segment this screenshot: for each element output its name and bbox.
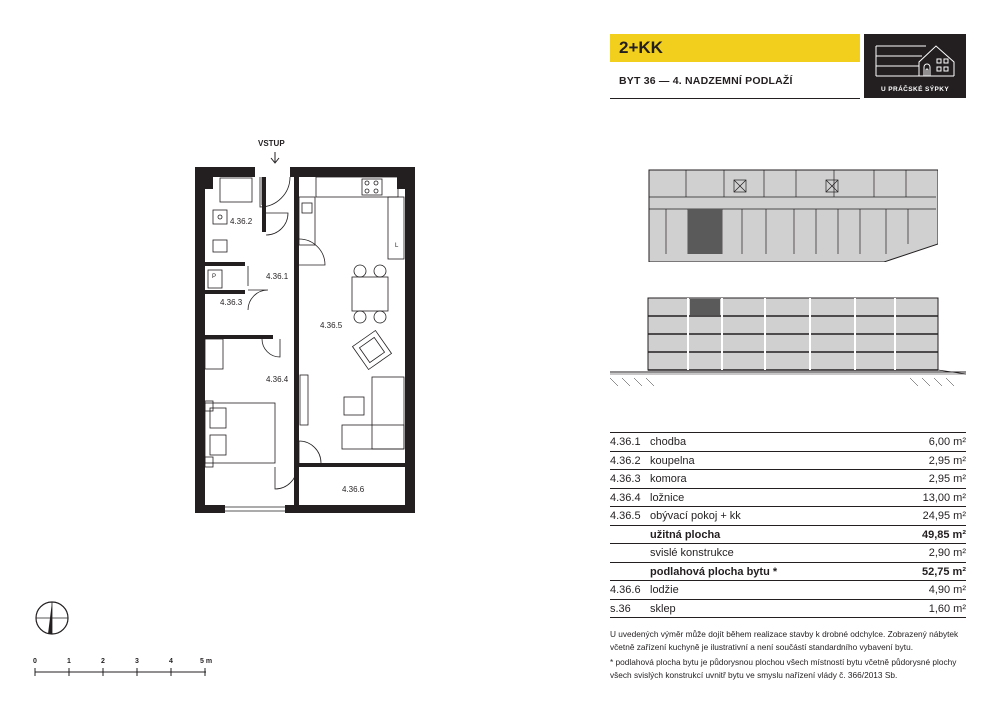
- room-area: 1,60 m²: [928, 602, 966, 615]
- room-name: podlahová plocha bytu *: [650, 565, 778, 578]
- area-table-row: [610, 581, 966, 600]
- room-name: užitná plocha: [650, 528, 721, 541]
- logo-text: U PRÁČSKÉ SÝPKY: [880, 86, 950, 93]
- room-label-4-36-5: 4.36.5: [320, 321, 343, 330]
- layout-type-banner: [610, 34, 860, 62]
- area-table-row: [610, 489, 966, 508]
- room-label-4-36-4: 4.36.4: [266, 375, 289, 384]
- floor-plan-drawing: [190, 135, 430, 520]
- room-code: 4.36.6: [610, 584, 641, 596]
- room-name: koupelna: [650, 454, 695, 467]
- room-name: chodba: [650, 436, 687, 448]
- layout-type: 2+KK: [619, 38, 663, 57]
- area-table-row: [610, 452, 966, 471]
- room-name: svislé konstrukce: [650, 547, 734, 559]
- room-code: 4.36.3: [610, 473, 641, 485]
- key-elevation: [610, 296, 966, 400]
- scale-label-5: 5 m: [200, 658, 213, 665]
- room-code: 4.36.5: [610, 510, 641, 522]
- scale-label-1: 1: [67, 658, 71, 665]
- room-area: 49,85 m²: [921, 528, 966, 541]
- apartment-subtitle: BYT 36 — 4. NADZEMNÍ PODLAŽÍ: [619, 75, 793, 87]
- scale-label-0: 0: [33, 658, 37, 665]
- key-plan-floor: [646, 162, 938, 262]
- room-name: komora: [650, 473, 687, 485]
- room-label-4-36-3: 4.36.3: [220, 298, 243, 307]
- key-elevation-drawing: [610, 296, 966, 400]
- room-code: 4.36.4: [610, 491, 641, 504]
- room-name: ložnice: [650, 491, 685, 504]
- area-table-row: [610, 563, 966, 582]
- entrance-label: VSTUP: [258, 139, 285, 148]
- area-table-row: [610, 544, 966, 563]
- room-label-4-36-1: 4.36.1: [266, 272, 289, 281]
- room-area: 2,95 m²: [928, 454, 966, 467]
- room-area: 24,95 m²: [922, 510, 966, 522]
- fixture-label-p: P: [212, 274, 217, 280]
- disclaimer-note: U uvedených výměr může dojít během realizace stavby k drobné odchylce. Zobrazený nábytek včetně zařízení kuchyně je ilustrativní a není součástí standardního vybavení bytu.: [610, 629, 959, 652]
- room-label-4-36-6: 4.36.6: [342, 485, 365, 494]
- room-code: 4.36.1: [610, 436, 641, 448]
- room-area: 6,00 m²: [928, 436, 966, 448]
- fixture-label-l: L: [395, 243, 399, 249]
- room-area: 2,95 m²: [928, 473, 966, 485]
- apartment-subtitle-bar: [610, 62, 860, 99]
- room-area: 13,00 m²: [922, 491, 966, 504]
- room-name: sklep: [650, 602, 676, 615]
- room-area: 2,90 m²: [928, 547, 966, 559]
- room-name: obývací pokoj + kk: [650, 510, 741, 522]
- footnote: * podlahová plocha bytu je půdorysnou plochou všech místností bytu včetně půdorysné plochy všech svislých konstrukcí uvnitř bytu ve smyslu nařízení vlády č. 366/2013 Sb.: [610, 657, 957, 680]
- room-code: s.36: [610, 602, 631, 615]
- scale-label-4: 4: [169, 658, 173, 665]
- floor-plan: [190, 135, 430, 520]
- key-plan-floor-drawing: [646, 162, 938, 262]
- area-table-row: [610, 600, 966, 619]
- room-area: 4,90 m²: [928, 584, 966, 596]
- scale-label-2: 2: [101, 658, 105, 665]
- project-logo: [864, 34, 966, 98]
- floor-highlight: [690, 299, 720, 315]
- area-table-row: [610, 507, 966, 526]
- area-table-row: [610, 432, 966, 452]
- scale-bar: [34, 656, 214, 680]
- room-area: 52,75 m²: [921, 565, 966, 578]
- north-arrow-icon: [34, 600, 70, 636]
- room-label-4-36-2: 4.36.2: [230, 217, 253, 226]
- apartment-highlight: [688, 209, 722, 254]
- room-code: 4.36.2: [610, 454, 641, 467]
- area-table-row: [610, 470, 966, 489]
- area-table-row: [610, 526, 966, 545]
- area-table: [610, 432, 966, 618]
- scale-label-3: 3: [135, 658, 139, 665]
- room-name: lodžie: [650, 584, 679, 596]
